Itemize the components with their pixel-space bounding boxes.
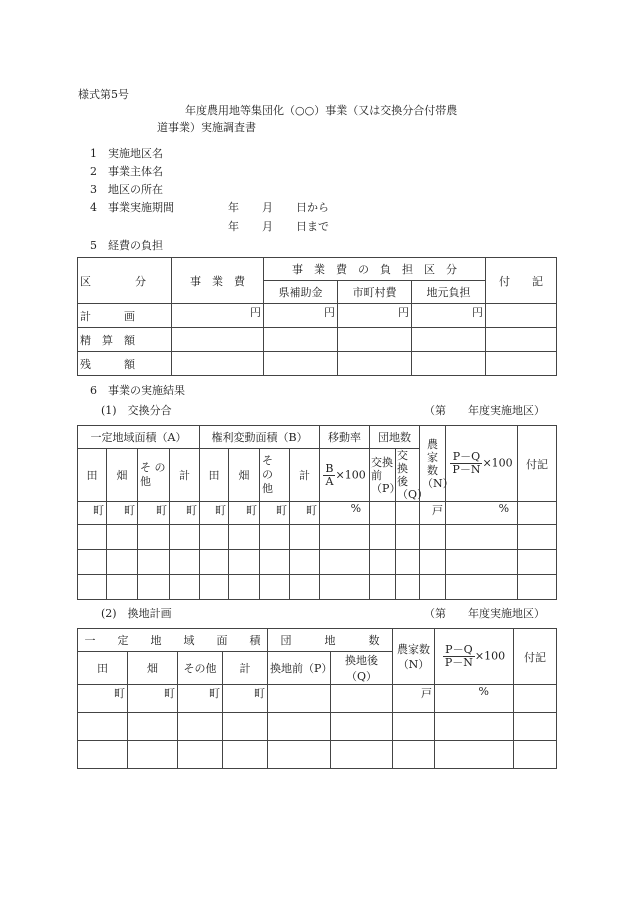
period-start-month: 月 [262,201,273,214]
item-4: 4 事業実施期間 [90,201,174,214]
item-5: 5 経費の負担 [90,239,163,252]
col-total: 計 [290,449,320,502]
header-fuki: 付 記 [486,258,557,304]
col-after-replot: 換地後（Q） [331,652,393,685]
table-row [78,304,557,328]
header-pref-subsidy: 県補助金 [264,281,338,304]
row-label: 残 額 [78,352,172,376]
header-area: 一 定 地 域 面 積 [78,629,268,652]
period-end-year: 年 [228,220,239,233]
form-number: 様式第5号 [78,88,129,101]
col-after-exchange: 交換後（Q） [397,449,429,501]
header-formula: $\frac{P-Q}{P-N}$ ×100 [446,426,518,502]
document-title-line2: 道事業）実施調査書 [157,121,256,134]
col-rice: 田 [78,449,107,502]
header-move-rate: 移動率 [320,426,370,449]
item-2: 2 事業主体名 [90,165,163,178]
col-field: 畑 [128,652,178,685]
item-1: 1 実施地区名 [90,147,163,160]
unit-yen: 円 [338,304,412,328]
unit-yen: 円 [412,304,486,328]
period-start-year: 年 [228,201,239,214]
header-fuki: 付記 [514,629,557,685]
document-title-line1: 年度農用地等集団化（○○）事業（又は交換分合付帯農 [185,104,458,117]
unit-row: 町 町 町 町 町 町 町 町 % 戸 % [78,502,557,525]
col-rice: 田 [78,652,128,685]
table-row [78,713,557,741]
item-3: 3 地区の所在 [90,183,163,196]
exchange-table [77,425,557,600]
subsection-2-heading: (2) 換地計画 [101,607,172,620]
table-row [78,741,557,769]
header-plots: 団地数 [370,426,420,449]
cost-burden-table [77,257,557,376]
row-label: 精 算 額 [78,328,172,352]
col-before-exchange: 交換前（P） [370,449,396,502]
period-end-day: 日まで [296,220,329,233]
header-formula: $\frac{P-Q}{P-N}$ ×100 [435,629,514,685]
header-area-b: 権利変動面積（B） [200,426,320,449]
header-jigyohi: 事 業 費 [172,258,264,304]
col-before-replot: 換地前（P） [268,652,331,685]
replot-table [77,628,557,769]
unit-row: 町 町 町 町 戸 % [78,685,557,713]
header-burden: 事 業 費 の 負 担 区 分 [264,258,486,281]
unit-yen: 円 [264,304,338,328]
header-area-a: 一定地域面積（A） [78,426,200,449]
header-municipal: 市町村費 [338,281,412,304]
table-row [78,352,557,376]
col-other: その他 [178,652,223,685]
table-row [78,525,557,550]
subsection-2-year: （第 年度実施地区） [424,607,545,620]
row-label: 計 画 [78,304,172,328]
header-fuki: 付記 [518,426,557,502]
header-farm-count: 農家数（N） [393,629,435,685]
section-6-heading: 6 事業の実施結果 [90,384,185,397]
col-rice: 田 [200,449,229,502]
subsection-1-heading: (1) 交換分合 [101,404,172,417]
subsection-1-year: （第 年度実施地区） [424,404,545,417]
header-farm-count: 農家 数 （N） [420,426,446,502]
col-other: そ の 他 [138,449,170,502]
col-total: 計 [223,652,268,685]
unit-yen: 円 [172,304,264,328]
col-field: 畑 [229,449,260,502]
header-plots: 団 地 数 [268,629,393,652]
header-local: 地元負担 [412,281,486,304]
header-kubun: 区 分 [78,258,172,304]
col-field: 畑 [107,449,138,502]
col-other: そ の 他 [260,449,290,502]
period-start-day: 日から [296,201,329,214]
table-row [78,328,557,352]
col-total: 計 [170,449,200,502]
table-row [78,575,557,600]
table-row [78,550,557,575]
period-end-month: 月 [262,220,273,233]
col-ratio-formula: $\frac{B}{A}$ ×100 [320,449,370,502]
